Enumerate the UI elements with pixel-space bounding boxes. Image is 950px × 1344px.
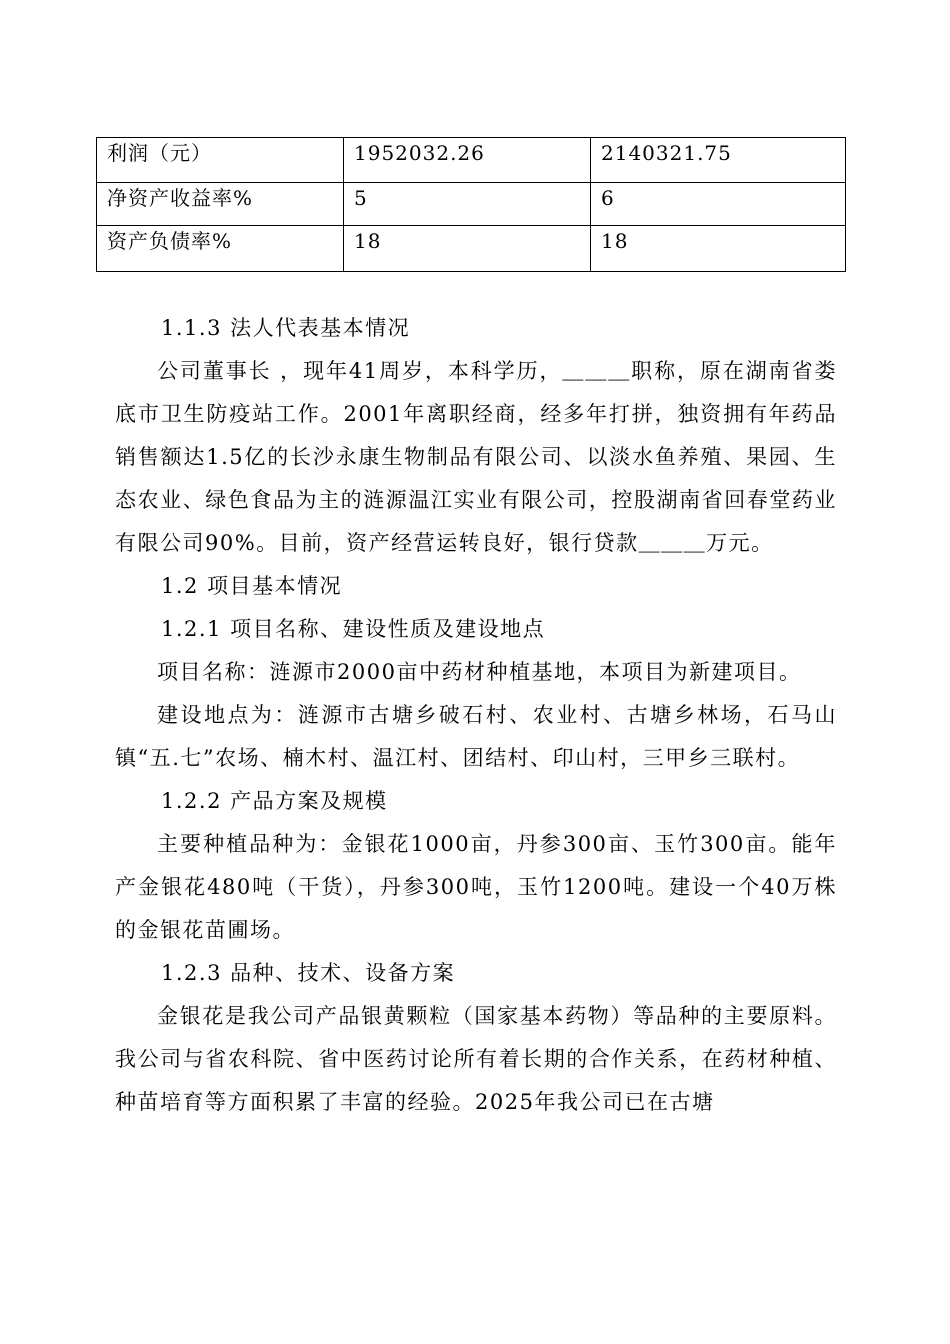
section-heading-1-2: 1.2 项目基本情况 <box>161 574 343 598</box>
table-cell-value: 5 <box>344 183 591 226</box>
table-cell-value: 6 <box>591 183 846 226</box>
section-heading-1-2-1: 1.2.1 项目名称、建设性质及建设地点 <box>161 617 546 641</box>
table-cell-label: 利润（元） <box>97 138 344 183</box>
paragraph-project-name: 项目名称：涟源市2000亩中药材种植基地，本项目为新建项目。 <box>157 660 802 684</box>
paragraph-product-scale: 主要种植品种为：金银花1000亩，丹参300亩、玉竹300亩。能年产金银花480吨（干货），丹参300吨，玉竹1200吨。建设一个40万株的金银花苗圃场。 <box>115 832 837 942</box>
table-cell-label: 资产负债率% <box>97 226 344 272</box>
section-heading-1-2-3: 1.2.3 品种、技术、设备方案 <box>161 961 456 985</box>
section-heading-1-1-3: 1.1.3 法人代表基本情况 <box>161 316 411 340</box>
paragraph-project-location: 建设地点为：涟源市古塘乡破石村、农业村、古塘乡林场，石马山镇“五.七”农场、楠木村、温江村、团结村、印山村，三甲乡三联村。 <box>115 703 837 770</box>
table-cell-value: 18 <box>344 226 591 272</box>
paragraph-legal-representative: 公司董事长 ，现年41周岁，本科学历，＿＿＿职称，原在湖南省娄底市卫生防疫站工作。2001年离职经商，经多年打拼，独资拥有年药品销售额达1.5亿的长沙永康生物制品有限公司、以淡水鱼养殖、果园、生态农业、绿色食品为主的涟源温江实业有限公司，控股湖南省回春堂药业有限公司90%。目前，资产经营运转良好，银行贷款＿＿＿万元。 <box>115 359 837 555</box>
section-heading-1-2-2: 1.2.2 产品方案及规模 <box>161 789 388 813</box>
paragraph-varieties-technology: 金银花是我公司产品银黄颗粒（国家基本药物）等品种的主要原料。我公司与省农科院、省中医药讨论所有着长期的合作关系，在药材种植、种苗培育等方面积累了丰富的经验。2025年我公司已在古塘 <box>115 1004 837 1114</box>
body-text <box>115 307 837 1124</box>
table-row <box>97 226 846 272</box>
table-cell-value: 18 <box>591 226 846 272</box>
table-cell-value: 2140321.75 <box>591 138 846 183</box>
table-cell-value: 1952032.26 <box>344 138 591 183</box>
table-row <box>97 183 846 226</box>
table-cell-label: 净资产收益率% <box>97 183 344 226</box>
table-row <box>97 138 846 183</box>
financial-table <box>96 137 846 272</box>
